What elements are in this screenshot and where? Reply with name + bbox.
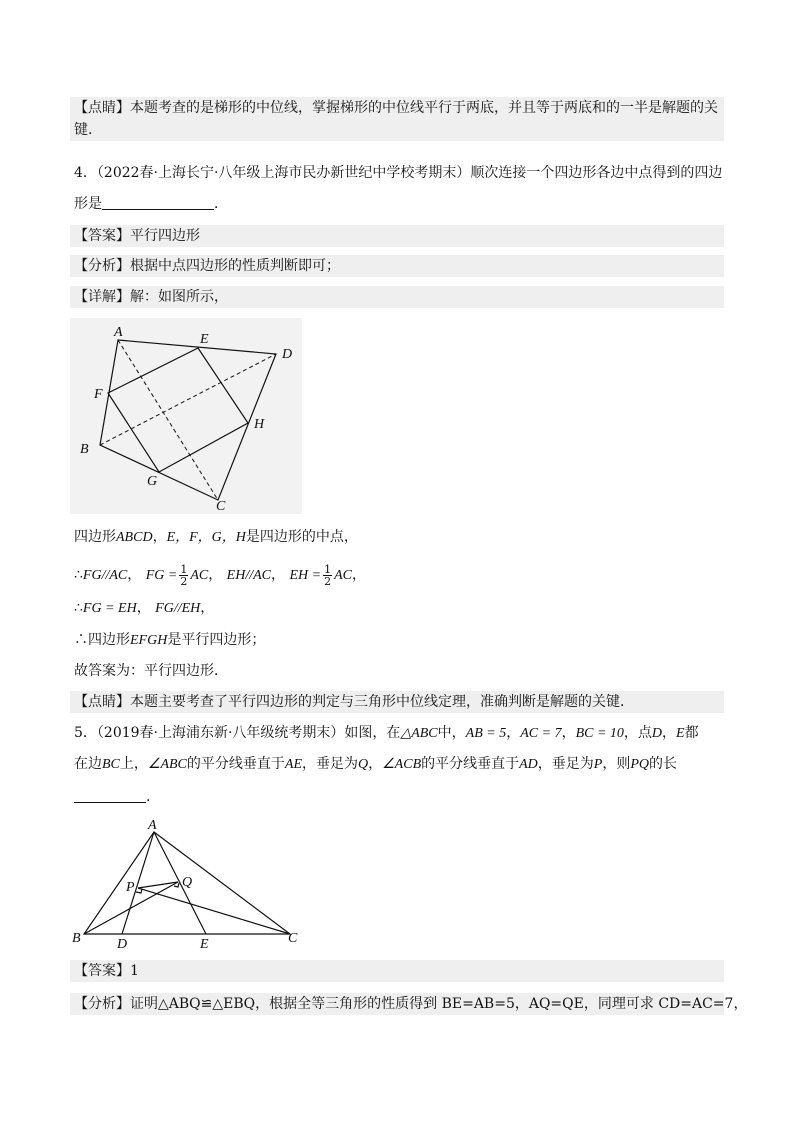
math: △ABC <box>400 726 438 741</box>
text: ，点 <box>623 725 652 741</box>
q4-comment <box>70 691 724 713</box>
q3-comment-block <box>70 97 724 141</box>
text: ， <box>136 600 151 616</box>
q4-question-line1: 4．（2022春·上海长宁·八年级上海市民办新世纪中学校考期末）顺次连接一个四边形各边中点得到的四边 <box>74 165 723 181</box>
math: FG = <box>145 568 178 583</box>
math: FG = EH <box>82 601 137 616</box>
text: 中， <box>437 725 466 741</box>
math: AC = 7 <box>520 726 562 741</box>
q5-analysis <box>70 993 748 1015</box>
denominator: 2 <box>180 574 188 588</box>
comment-tag: 【点睛】 <box>74 100 130 116</box>
fraction <box>179 564 188 587</box>
math: E，F，G，H <box>166 530 246 545</box>
math: FG//AC <box>82 568 128 583</box>
math: ∠ABC <box>147 757 187 772</box>
q4-step4 <box>70 629 724 652</box>
label-c: C <box>216 499 226 514</box>
text: ∴四边形 <box>74 632 130 648</box>
text: 上， <box>119 756 148 772</box>
text: ， <box>127 567 142 583</box>
label-b: B <box>80 442 89 457</box>
text: ，则 <box>602 756 631 772</box>
math: Q <box>358 757 369 772</box>
detail-text: 解：如图所示， <box>130 289 228 305</box>
text: 都 <box>684 725 699 741</box>
math: BC <box>102 757 120 772</box>
label-a: A <box>148 818 157 833</box>
text: ， <box>208 567 223 583</box>
text: 四边形 <box>74 529 116 545</box>
label-f: F <box>94 387 103 402</box>
math: AD <box>519 757 538 772</box>
text: ， <box>271 567 286 583</box>
label-d: D <box>117 937 128 952</box>
therefore: ∴ <box>74 600 83 616</box>
text: 的平分线垂直于 <box>421 756 520 772</box>
q5-answer <box>70 960 724 982</box>
math: AC <box>334 568 352 583</box>
math: EH//AC <box>226 568 272 583</box>
label-e: E <box>200 332 209 347</box>
answer-blank <box>102 195 214 210</box>
math: ABCD <box>116 530 153 545</box>
q4-question-line2 <box>70 193 724 215</box>
comment-text: 本题主要考查了平行四边形的判定与三角形中位线定理，准确判断是解题的关键． <box>130 694 634 710</box>
text: 的长 <box>649 756 678 772</box>
detail-tag: 【详解】 <box>74 289 130 305</box>
text: ， <box>506 725 521 741</box>
text: 在边 <box>74 756 102 772</box>
q4-detail <box>70 286 724 308</box>
q5-question-line3 <box>70 786 724 808</box>
label-c: C <box>288 931 298 946</box>
text: ，垂足为 <box>537 756 594 772</box>
math: AB = 5 <box>465 726 507 741</box>
math: PQ <box>630 757 650 772</box>
label-b: B <box>72 931 81 946</box>
q4-prefix: 形是 <box>74 196 102 212</box>
text: ，垂足为 <box>302 756 358 772</box>
math: BC = 10 <box>575 726 624 741</box>
label-e: E <box>200 937 209 952</box>
label-d: D <box>282 347 293 362</box>
answer-tag: 【答案】 <box>74 963 130 979</box>
comment-text-cont: 键. <box>74 122 93 138</box>
q4-suffix: ． <box>214 196 228 212</box>
math: EH = <box>289 568 322 583</box>
math: FG//EH <box>155 601 201 616</box>
answer-blank <box>74 788 146 803</box>
q4-analysis <box>70 255 724 277</box>
text: 的平分线垂直于 <box>186 756 285 772</box>
q5-question-line2 <box>70 753 724 776</box>
text: ， <box>200 600 215 616</box>
answer-text: 1 <box>130 963 139 979</box>
q5-question-line1 <box>70 722 724 745</box>
math: ∠ACB <box>382 757 422 772</box>
math: P <box>593 757 603 772</box>
analysis-text: 根据中点四边形的性质判断即可； <box>130 258 340 274</box>
label-h: H <box>254 417 265 432</box>
q4-step1 <box>70 526 724 549</box>
q4-figure <box>70 318 302 514</box>
text: 是四边形的中点， <box>245 529 358 545</box>
text: . <box>146 789 151 805</box>
text: ， <box>152 529 167 545</box>
comment-tag: 【点睛】 <box>74 694 130 710</box>
label-g: G <box>147 474 158 489</box>
analysis-text: 证明△ABQ≌△EBQ，根据全等三角形的性质得到 BE=AB=5，AQ=QE，同理可求 CD=AC=7， <box>130 996 748 1012</box>
math: AE <box>284 757 302 772</box>
right-angle-p <box>136 889 142 893</box>
numerator: 1 <box>324 562 332 576</box>
q5-figure <box>70 816 306 952</box>
fraction <box>323 564 332 587</box>
answer-tag: 【答案】 <box>74 228 130 244</box>
text: ， <box>368 756 383 772</box>
answer-text: 平行四边形 <box>130 228 200 244</box>
segment-ae <box>154 832 206 934</box>
text: 是平行四边形； <box>167 632 266 648</box>
text: ， <box>351 567 366 583</box>
math: E <box>676 726 685 741</box>
therefore: ∴ <box>74 567 83 583</box>
q4-step3 <box>70 597 724 620</box>
label-q: Q <box>182 875 193 890</box>
label-p: P <box>126 880 135 895</box>
math: EFGH <box>130 633 168 648</box>
math: D <box>651 726 663 741</box>
bisector-cp <box>138 888 290 934</box>
denominator: 2 <box>324 574 332 588</box>
numerator: 1 <box>180 562 188 576</box>
analysis-tag: 【分析】 <box>74 258 130 274</box>
q4-step2 <box>70 558 724 592</box>
math: AC <box>190 568 209 583</box>
label-a: A <box>114 325 123 340</box>
analysis-tag: 【分析】 <box>74 996 130 1012</box>
q4-answer <box>70 225 724 247</box>
q4-step5: 故答案为：平行四边形． <box>74 663 228 679</box>
text: ， <box>662 725 677 741</box>
text: ， <box>561 725 576 741</box>
text: 5．（2019春·上海浦东新·八年级统考期末）如图，在 <box>74 725 401 741</box>
comment-text: 本题考查的是梯形的中位线，掌握梯形的中位线平行于两底，并且等于两底和的一半是解题的关 <box>130 100 718 116</box>
